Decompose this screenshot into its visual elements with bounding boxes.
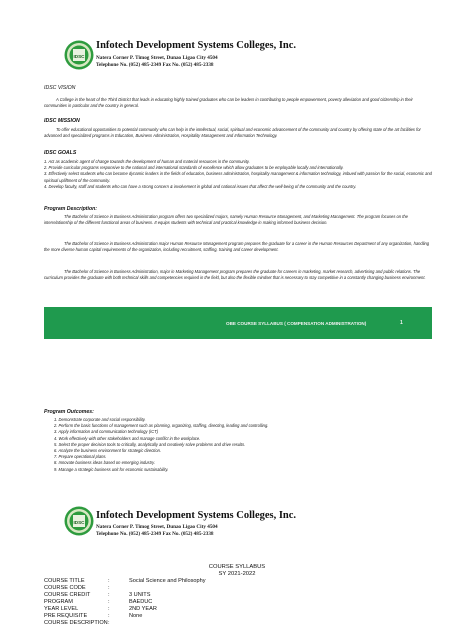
vision-title: IDSC VISION [44, 85, 76, 91]
vision-text: A College in the heart of the Third District that leads in educating highly trained graduates who can be leaders in contributing to people empowerment, poverty alleviation and good citizenship in their communities in particular and the country in general. [44, 97, 413, 109]
college-logo [64, 40, 94, 70]
colon: : [108, 599, 110, 605]
svg-text:IDSC: IDSC [73, 54, 85, 59]
course-title-value: Social Science and Philosophy [129, 578, 206, 584]
college-logo [64, 506, 94, 536]
list-item: 6. Analyze the business environment for strategic direction. [54, 448, 162, 454]
list-item: 4. Develop faculty, staff and students who can have a strong concern & involvement in global and national issues that affect the well-being of the community and the country. [44, 183, 357, 189]
list-item: 5. Select the proper decision tools to critically, analytically and creatively solve problems and drive results. [54, 441, 246, 447]
list-item: 4. Work effectively with other stakeholders and manage conflict in the workplace. [54, 435, 201, 441]
page-number: 1 [400, 320, 403, 326]
college-telephone: Telephone No. (052) 485-2349 Fax No. (052) 485-2338 [96, 531, 214, 537]
page-footer-bar [44, 307, 432, 339]
syllabus-title: COURSE SYLLABUS [208, 564, 266, 570]
program-value: BAEDUC [129, 599, 153, 605]
list-item: 7. Prepare operational plans. [54, 454, 107, 460]
list-item: 3. Effectively select students who can become dynamic leaders in the fields of education, business administration, hospitality management & information technology, imbued with passion for the social, economic and spiritual upliftment of the community. [44, 171, 432, 183]
colon: : [108, 585, 110, 591]
program-description-para-2: The Bachelor of Science in Business Administration major Human Resource Management program prepares the graduate for a career in the Human Resources Department of any organization, handling the more diverse human capital requirements of the organization, including recruitment, staffing, training and career development. [44, 241, 430, 253]
list-item: 8. Innovate business ideas based on emerging industry. [54, 460, 155, 466]
year-level-label: YEAR LEVEL [44, 606, 79, 612]
list-item: 2. Provide curricular programs responsive to the national and international standards of excellence which allow graduates to be employable locally and internationally. [44, 165, 344, 171]
pre-requisite-value: None [129, 613, 143, 619]
goals-title: IDSC GOALS [44, 150, 77, 156]
course-description-label: COURSE DESCRIPTION [44, 620, 108, 626]
syllabus-school-year: SY 2021-2022 [218, 571, 256, 577]
svg-text:IDSC: IDSC [73, 520, 85, 525]
pre-requisite-label: PRE REQUISITE [44, 613, 88, 619]
colon: : [108, 592, 110, 598]
mission-title: IDSC MISSION [44, 118, 80, 124]
program-description-title: Program Description: [44, 206, 98, 212]
course-title-label: COURSE TITLE [44, 578, 85, 584]
colon: : [108, 606, 110, 612]
college-address: Natera Corner P. Timog Street, Dunao Ligao City 4504 [96, 55, 218, 61]
list-item: 9. Manage a strategic business unit for economic sustainability. [54, 466, 169, 472]
program-description-para-1: The Bachelor of Science in Business Administration program offers two specialized majors, namely Human Resource Management, and Marketing Management. The program focuses on the interrelationship of the different functional areas of business. It equips students with technical and practical knowledge in making informed business decision. [44, 214, 408, 226]
colon: : [108, 620, 110, 626]
list-item: 1. Act as academic agent of change towards the development of human and material resources in the community. [44, 159, 250, 164]
course-credit-value: 3 UNITS [129, 592, 151, 598]
college-telephone: Telephone No. (052) 485-2349 Fax No. (052) 485-2338 [96, 62, 214, 68]
college-name: Infotech Development Systems Colleges, Inc. [96, 40, 297, 51]
mission-text: To offer educational opportunities to potential community who can help in the intellectual, social, spiritual and economic advancement of the community and country by offering state of the art facilities for advanced and specialized programs in Education, Business Administration, Hospitality Management and Information Technology. [44, 127, 421, 139]
program-label: PROGRAM [44, 599, 73, 605]
program-outcomes-title: Program Outcomes: [44, 409, 94, 415]
college-address: Natera Corner P. Timog Street, Dunao Ligao City 4504 [96, 524, 218, 530]
list-item: 2. Perform the basic functions of management such as planning, organizing, staffing, directing, leading and controlling. [54, 423, 269, 429]
year-level-value: 2ND YEAR [129, 606, 157, 612]
program-description-para-3: The Bachelor of Science in Business Administration, major in Marketing Management program prepares the graduate for careers in marketing, market research, advertising and public relations. The curriculum provides the graduate with both technical skills and competencies required in the field, but also the flexible mindset that is necessary to stay competitive in a constantly changing business environment. [44, 269, 426, 281]
goals-list [44, 159, 432, 190]
list-item: 1. Demonstrate corporate and social responsibility. [54, 417, 146, 422]
colon: : [108, 613, 110, 619]
colon: : [108, 578, 110, 584]
list-item: 3. Apply information and communication technology (ICT) [54, 429, 159, 435]
course-credit-label: COURSE CREDIT [44, 592, 91, 598]
college-name: Infotech Development Systems Colleges, Inc. [96, 510, 297, 521]
course-code-label: COURSE CODE [44, 585, 86, 591]
footer-syllabus-title: OBE COURSE SYLLABUS ( COMPENSATION ADMINISTRATION) [226, 321, 367, 326]
program-outcomes-list [54, 417, 432, 473]
